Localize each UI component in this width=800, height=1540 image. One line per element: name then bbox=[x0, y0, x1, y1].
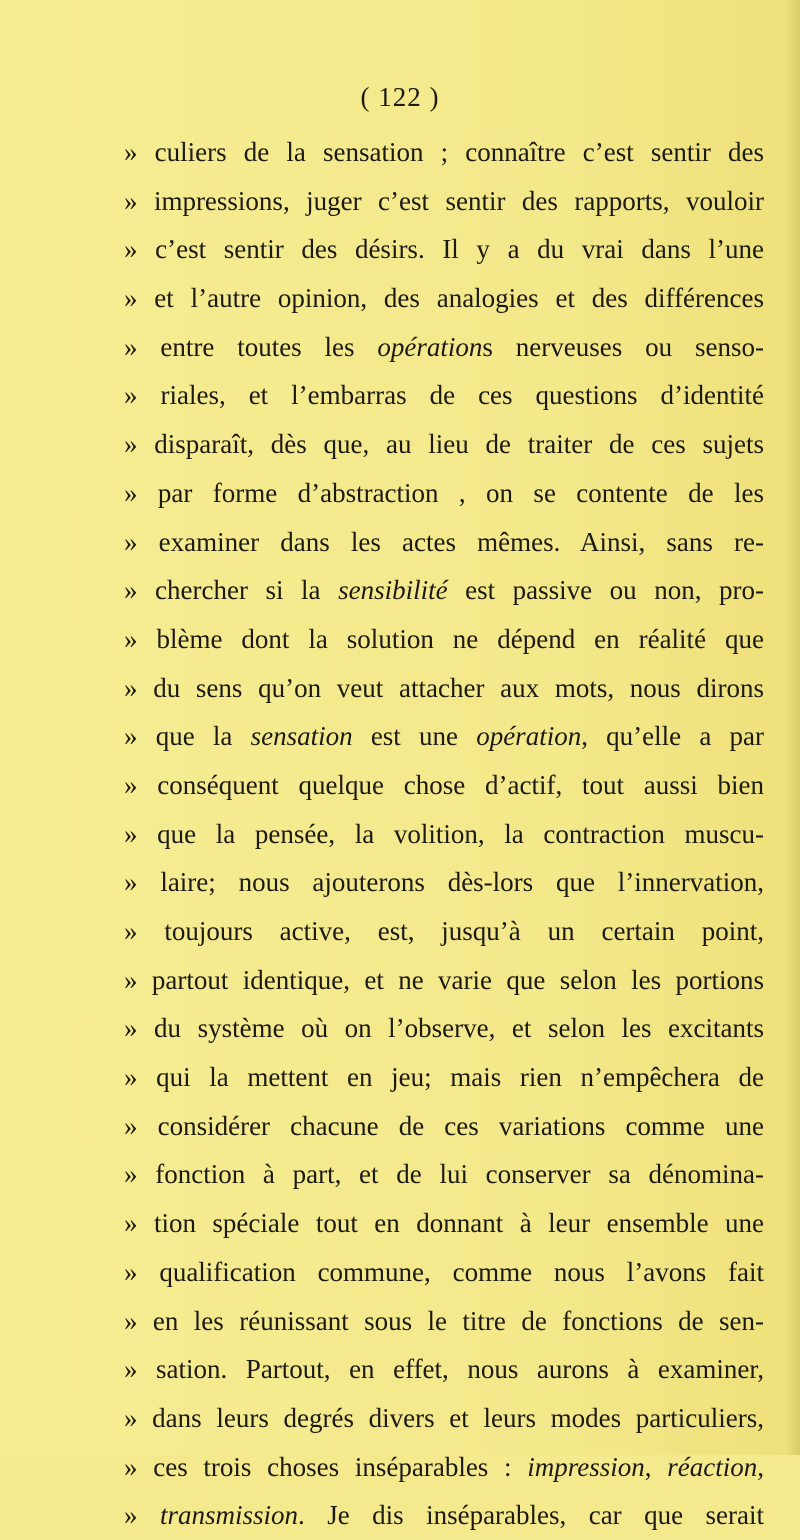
text-line: » qualification commune, comme nous l’avons fait bbox=[124, 1256, 764, 1287]
text-line: » entre toutes les opérations nerveuses ou senso- bbox=[124, 331, 764, 362]
text-line: » et l’autre opinion, des analogies et des différences bbox=[124, 283, 764, 314]
text-line: » sation. Partout, en effet, nous aurons à examiner, bbox=[124, 1354, 764, 1385]
italic-term: opération bbox=[476, 721, 582, 752]
text-line: » que la sensation est une opération, qu’elle a par bbox=[124, 721, 764, 752]
text-line: » dans leurs degrés divers et leurs modes particuliers, bbox=[124, 1402, 764, 1433]
text-line: » partout identique, et ne varie que selon les portions bbox=[124, 964, 764, 995]
italic-term: sensibilité bbox=[338, 575, 448, 606]
text-line: » en les réunissant sous le titre de fonctions de sen- bbox=[124, 1305, 764, 1336]
italic-term: impression bbox=[527, 1451, 645, 1482]
text-line: » ces trois choses inséparables : impression, réaction, bbox=[124, 1451, 765, 1482]
text-line: » tion spéciale tout en donnant à leur ensemble une bbox=[124, 1208, 764, 1239]
text-line: » c’est sentir des désirs. Il y a du vrai dans l’une bbox=[124, 234, 764, 265]
text-line: » chercher si la sensibilité est passive ou non, pro- bbox=[124, 575, 764, 606]
italic-term: réaction bbox=[667, 1451, 758, 1482]
text-line: » du sens qu’on veut attacher aux mots, nous dirons bbox=[124, 672, 764, 703]
text-line: » laire; nous ajouterons dès-lors que l’innervation, bbox=[124, 867, 764, 898]
page-number: ( 122 ) bbox=[360, 82, 440, 112]
text-line: » riales, et l’embarras de ces questions d’identité bbox=[124, 380, 764, 411]
text-line: » par forme d’abstraction , on se contente de les bbox=[124, 477, 764, 508]
text-line: » transmission. Je dis inséparables, car que serait bbox=[124, 1500, 765, 1531]
text-line: » que la pensée, la volition, la contraction muscu- bbox=[124, 818, 764, 849]
italic-term: sensation bbox=[250, 721, 353, 752]
italic-term: transmission bbox=[159, 1500, 298, 1531]
text-line: » du système où on l’observe, et selon les excitants bbox=[124, 1013, 764, 1044]
text-line: » qui la mettent en jeu; mais rien n’empêchera de bbox=[124, 1062, 764, 1093]
text-line: » considérer chacune de ces variations comme une bbox=[124, 1110, 764, 1141]
text-line: » blème dont la solution ne dépend en réalité que bbox=[124, 623, 764, 654]
italic-term: opération bbox=[377, 331, 483, 362]
page-edge-shadow bbox=[786, 0, 800, 1455]
text-line: » impressions, juger c’est sentir des rapports, vouloir bbox=[124, 185, 764, 216]
text-line: » toujours active, est, jusqu’à un certain point, bbox=[124, 916, 764, 946]
text-line: » examiner dans les actes mêmes. Ainsi, sans re- bbox=[124, 526, 764, 557]
text-body bbox=[124, 128, 764, 1540]
text-line: » disparaît, dès que, au lieu de traiter de ces sujets bbox=[124, 429, 764, 460]
text-line: » conséquent quelque chose d’actif, tout aussi bien bbox=[124, 769, 764, 800]
text-line: » fonction à part, et de lui conserver sa dénomina- bbox=[124, 1159, 764, 1190]
text-line: » culiers de la sensation ; connaître c’est sentir des bbox=[124, 137, 764, 167]
